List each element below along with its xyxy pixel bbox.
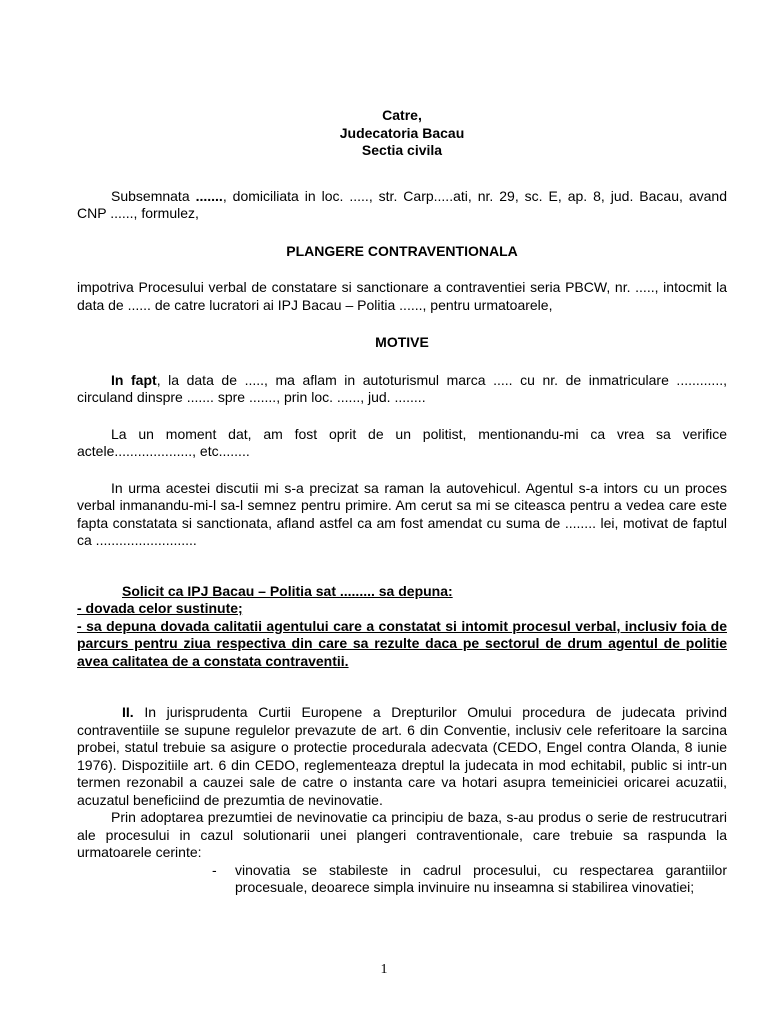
section-2-paragraph (77, 704, 727, 809)
facts-text: , la data de ....., ma aflam in autoturismul marca ..... cu nr. de inmatriculare ............, circuland dinspre ....... spre ......., prin loc. ......, jud. ........ (77, 371, 727, 405)
document-title: PLANGERE CONTRAVENTIONALA (286, 242, 518, 259)
intro-paragraph (77, 188, 727, 223)
intro-name-placeholder: ....... (195, 187, 223, 204)
request-item-2: - sa depuna dovada calitatii agentului care a constatat si intomit procesul verbal, inclusiv foia de parcurs pentru ziua respectiva din care sa rezulte daca pe sectorul de drum agentul de politie avea calitatea de a constata contraventii. (77, 617, 727, 669)
list-item (212, 862, 727, 897)
addressee-line-3: Sectia civila (361, 142, 443, 158)
presumption-paragraph: Prin adoptarea prezumtiei de nevinovatie ca principiu de baza, s-au produs o serie de restrucutrari ale procesului in cazul solutionarii unei plangeri contraventionale, care trebuie sa raspunda la urmatoarele cerinte: (77, 809, 727, 860)
list-item-text: vinovatia se stabileste in cadrul procesului, cu respectarea garantiilor procesuale, deoarece simpla invinuire nu inseamna si stabilirea vinovatiei; (235, 861, 727, 895)
addressee-line-2: Judecatoria Bacau (339, 124, 465, 141)
document-body (77, 107, 727, 897)
request-item-1: - dovada celor sustinute; (77, 600, 243, 616)
intro-lead: Subsemnata (111, 187, 196, 204)
intro-rest: , domiciliata in loc. ....., str. Carp.....ati, nr. 29, sc. E, ap. 8, jud. Bacau, avand CNP ......, formulez, (77, 187, 727, 221)
motive-heading: MOTIVE (375, 334, 429, 350)
facts-paragraph (77, 372, 727, 407)
request-heading: Solicit ca IPJ Bacau – Politia sat ......... sa depuna: (122, 582, 453, 599)
against-paragraph: impotriva Procesului verbal de constatare si sanctionare a contraventiei seria PBCW, nr. ....., intocmit la data de ...... de catre lucratori ai IPJ Bacau – Politia ......, pentru urmatoarele, (77, 279, 727, 313)
addressee-block (77, 107, 727, 160)
stopped-paragraph: La un moment dat, am fost oprit de un politist, mentionandu-mi ca vrea sa verifice actele...................., etc........ (77, 425, 727, 459)
facts-lead: In fapt (111, 371, 157, 388)
list-dash: - (212, 861, 217, 878)
section-2-text: In jurisprudenta Curtii Europene a Drepturilor Omului procedura de judecata privind contraventiile se supune regulelor prevazute de art. 6 din Conventie, inclusiv cele referitoare la sarcina probei, statul trebuie sa asigure o protectie procedurala adecvata (CEDO, Engel contra Olanda, 8 iunie 1976). Dispozitiile art. 6 din CEDO, reglementeaza dreptul la judecata in mod echitabil, public si intr-un termen rezonabil a cauzei sale de catre o instanta care va hotari asupra temeiniciei oricarei acuzatii, acuzatul beneficiind de prezumtia de nevinovatie. (77, 704, 727, 808)
request-block (77, 583, 727, 671)
page-number: 1 (380, 962, 388, 977)
addressee-line-1: Catre, (382, 107, 422, 123)
section-2-numeral: II. (122, 704, 134, 720)
discussion-paragraph: In urma acestei discutii mi s-a precizat sa raman la autovehicul. Agentul s-a intors cu un proces verbal inmanandu-mi-l sa-l semnez pentru primire. Am cerut sa mi se citeasca pentru a vedea care este fapta constatata si sanctionata, afland astfel ca am fost amendat cu suma de ........ lei, motivat de faptul ca .......................... (77, 479, 727, 548)
